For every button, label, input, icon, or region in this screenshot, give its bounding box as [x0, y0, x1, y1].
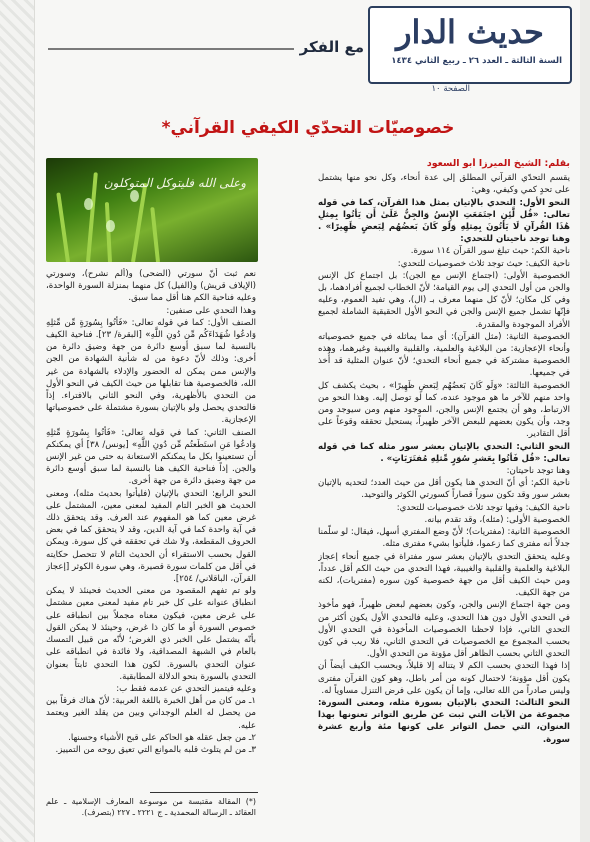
side-strip [580, 0, 590, 842]
paragraph: إذا فهذا التحدي بحسب الكم لا يتناله إلا قليلاً، وبحسب الكيف أيضاً أن يكون أقل مؤونة؛ لاحتمال كونه من أمر باطل، وهو كون القرآن مفترى وليس صادراً من الله تعالى، وإما أن يكون على فرض التنزل مساوياً له. [318, 661, 570, 696]
paragraph: ناحية الكم: أي أنّ التحدي هنا يكون أقل من حيث العدد؛ لتحديه بالإتيان بعشر سور وقد تكون سوراً قصاراً كسورتي الكوثر والتوحيد. [318, 478, 570, 501]
paragraph: نعم ثبت أنّ سورتي (الضحى) و(ألم نشرح)، وسورتي (الإيلاف قريش) و(الفيل) كل منهما بمنزلة السورة الواحدة، وعليه فناحية الكم هنا أقل مما سبق. [46, 269, 256, 304]
paragraph: وهذا التحدي على صنفين: [166, 305, 256, 316]
paragraph: النحو الثالث: التحدي بالإتيان بسورة مثله، ومعنى السورة: مجموعة من الآيات التي ثبت عن طريق التواتر تعنونها بهذا العنوان، التي حصل التواتر على كونها مئة وأربع عشرة سورة. [318, 697, 570, 745]
paragraph: الصنف الثاني: كما في قوله تعالى: «فَأتُوا بِسُورَةٍ مِّثلِهِ وَادعُوا مَنِ استَطَعتُم مِّن دُونِ اللَّهِ» [يونس/ ٣٨] أي يمكنكم أن تستعينوا بكل ما يمكنكم الاستعانة به حتى من غير الإنس والجن. إذاً فناحية الكيف هنا بالنسبة لما سبق أوسع دائرة من جهة وضيق دائرة من جهة أخرى. [46, 427, 256, 487]
paragraph: النحو الثاني: التحدي بالإتيان بعشر سور مثله كما في قوله تعالى: «قُل فَأتُوا بِعَشرِ سُوَرٍ مِّثلِهِ مُفتَرَيَاتٍ» . [318, 441, 570, 464]
calligraphy-caption: وعلى الله فليتوكل المتوكلون [103, 176, 246, 190]
paragraph: ٢ـ من جعل عقله هو الحاكم على قبح الأشياء وحسنها. [68, 732, 256, 743]
issue-info: السنة الثالثة ـ العدد ٢٦ ـ ربيع الثاني ١٤٣٤ [391, 56, 562, 66]
paragraph: الخصوصية الأولى: (مثله)، وقد تقدم بيانه. [424, 514, 570, 525]
paragraph: النحو الأول: التحدي بالإتيان بمثل هذا القرآن، كما في قوله تعالى: «قُل لَّئِنِ اجتَمَعَتِ الإِنسُ وَالجِنُّ عَلَىٰ أَن يَأتُوا بِمِثلِ هَٰذَا القُرآنِ لَا يَأتُونَ بِمِثلِهِ وَلَو كَانَ بَعضُهُم لِبَعضٍ ظَهِيرًا» . وهنا توجد ناحيتان للتحدي: [318, 197, 570, 245]
paragraph: الخصوصية الأولى: (اجتماع الإنس مع الجن): بل اجتماع كل الإنس والجن من أول التحدي إلى يوم القيامة؛ لأنّ الخطاب لجميع أفرادهما، بل وفي كل مكان؛ لأنّ كل منهما معرف بـ (ال)، وهي تفيد العموم، وعليه فإنّها تشمل جميع الإنس والجن في النحو الأول الحقيقية الشاملة لجميع الأفراد الموجودة والمقدرة. [318, 270, 570, 330]
paragraph: الخصوصية الثالثة: «وَلَو كَانَ بَعضُهُم لِبَعضٍ ظَهِيرًا» ، بحيث يكشف كل واحد منهم للآخر ما هو موجود عنده، كما لو توصل إليه. وهذا النحو من الارتباط، وهو أن يجتمع الإنس والجن، الموجود منهم ومن سيوجد ومن وجد، وأن يكون بعضهم للبعض الآخر ظهيراً، يستحيل تحققه وقوعاً على أقل التقادير. [318, 380, 570, 440]
paragraph: وعليه يتحقق التحدي بالإتيان بعشر سور مفتراة في جميع أنحاء إعجاز البلاغية والعلمية والقلبية والغيبية، فهذا التحدي من حيث الكم أقل عدداً، ومن حيث الكيف أقل من جهة خصوصية كون سوره (مفتريات)، لكنه من جهة الكيف. [318, 551, 570, 599]
magazine-logo: حديث الدار [396, 13, 544, 51]
paragraph: ٣ـ من لم يتلوث قلبه بالموانع التي تعيق روحه من التمييز. [55, 744, 256, 755]
grass-photo [46, 158, 258, 262]
paragraph: النحو الرابع: التحدي بالإتيان (فليأتوا بحديث مثله)، ومعنى الحديث هو الخبر التام المفيد لمعنى معين، المشتمل على غرض معين كما هو المفهوم عند العرف. وقد يتحقق ذلك في آية واحدة كما في آية الدين، وقد لا يتحقق كما في بعض الحروف المقطعة، ولا شك في تحققه في كل سورة. ويمكن القول بحسب الاستقراء أن الحديث التام لا تتحصل حكايته في أقل من كلمات سورة قصيرة، وهي سورة الكوثر [إعجاز القرآن، الباقلاني/ ٢٥٤]. [46, 488, 256, 585]
paragraph: ومن جهة اجتماع الإنس والجن، وكون بعضهم لبعض ظهيراً، فهو مأخوذ في التحدي الأول دون هذا التحدي، وعليه فالتحدي الأول يكون أكثر من التحدي الثاني، فإذا لاحظنا الخصوصيات المأخوذة في التحدي الأول بحسب المجموع مع الخصوصيات في التحدي الثاني، فلا ريب في كون التحدي الثاني بحسب الظاهر أقل مؤونة من التحدي الأول. [318, 600, 570, 660]
paragraph: وهنا توجد ناحيتان: [506, 466, 570, 477]
masthead [368, 6, 572, 84]
section-divider [48, 48, 294, 50]
author-byline: بقلم: الشيخ الميرزا أبو السعود [426, 158, 570, 169]
right-column [318, 158, 570, 828]
side-decorative-pattern [0, 0, 35, 842]
paragraph: الخصوصية الثانية: (مفتريات)؛ لأنّ وضع المفتري أسهل، فيقال: لو سلّمنا جدلاً أنه مفترى كما زعموا، فليأتوا بشيء مفترى مثله. [318, 527, 570, 550]
paragraph: الصنف الأول: كما في قوله تعالى: «فَأتُوا بِسُورَةٍ مِّن مِّثلِهِ وَادعُوا شُهَدَاءَكُم مِّن دُونِ اللَّهِ» [البقرة/ ٢٣]. فناحية الكيف بالنسبة لما سبق أوسع دائرة من جهة وضيق دائرة من أخرى: وذلك لأنّ دعوة من له شأنية الشهادة من الجن والإنس ممن يمكن له الحضور والإدلاء بالشهادة من غير الله، فالخصوصية هنا تقابلها من حيث الكيف في النحو الأول من التحدي بالأظهرية، وفي النحو الثاني بالافتراء. إذاً فالتحدي يحصل ولو بالإتيان بسورة مشتملة على خصوصياتها الإعجازية. [46, 317, 256, 426]
footnote: (*) المقالة مقتبسة من موسوعة المعارف الإسلامية ـ علم العقائد ـ الرسالة المحمدية ـ ج ٢٢٢١ ـ ٢٢٧ (بتصرف). [46, 797, 256, 817]
paragraph: ناحية الكيف: حيث توجد ثلاث خصوصيات للتحدي: [397, 258, 570, 269]
section-label: مع الفكر [299, 38, 364, 56]
footnote-divider [150, 792, 258, 793]
paragraph: ناحية الكيف: وفيها توجد ثلاث خصوصيات للتحدي: [396, 502, 570, 513]
paragraph: ١ـ من كان من أهل الخبرة باللغة العربية: لأنّ هناك فرقاً بين من يحصل له العلم الوجداني وبين من يقلد الغير ويعتمد عليه. [46, 696, 256, 731]
article-title: خصوصيّات التحدّي الكيفي القرآني* [161, 118, 455, 138]
paragraph: الخصوصية الثانية: (مثل القرآن): أي مما يماثله في جميع خصوصياته وأنحاء الإعجازية: من البلاغية والعلمية، والقلبية والغيبية وغيرهما، وهذه الخصوصية مشتركة في جميع أنحاء التحدي؛ لأنّ عنوان المثلية قد أُخذ في جميعها. [318, 331, 570, 379]
paragraph: ناحية الكم: حيث تبلغ سور القرآن ١١٤ سورة. [410, 246, 570, 257]
left-column [46, 268, 256, 788]
page-number: الصفحة ١٠ [431, 84, 470, 94]
paragraph: يقسم التحدّي القرآني المطلق إلى عدة أنحاء، وكل نحو منها يشتمل على تحدٍ كمي وكيفي، وهي: [318, 173, 570, 196]
paragraph: وعليه فيتميز التحدي عن عدمه فقط ب: [116, 683, 256, 694]
paragraph: ولو تم تفهم المقصود من معنى الحديث فحينئذ لا يمكن انطباق عنوانه على كل خبر تام مفيد لمعنى معين مشتمل على غرض معين، فيكون معناه مجملاً بين انطباقه على خصوص السورة أو ما كان ذا غرض، وحينئذ لا يمكن القول بأنّه يشتمل على الخبر ذي الغرض؛ لأنّه من قبيل التمسك بالعام في الشبهة المصداقية، ولا فائدة في انطباقه على عنوان التحدي بالسورة. لكون هذا التحدي ثابتاً بعنوان التحدي بالسورة بنحو الدلالة المطابقية. [46, 586, 256, 682]
